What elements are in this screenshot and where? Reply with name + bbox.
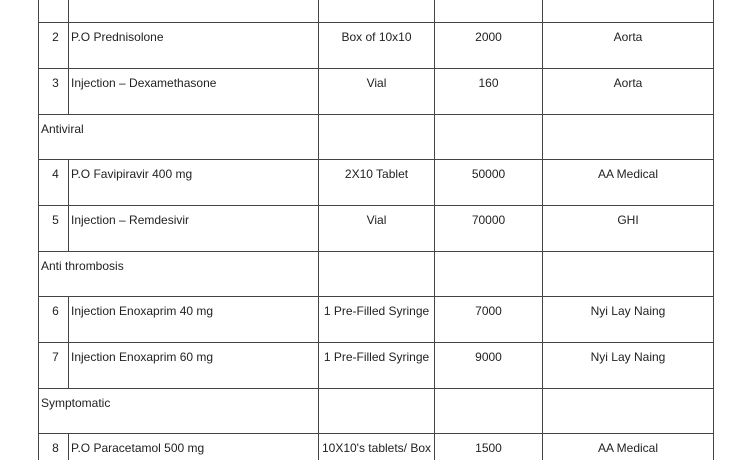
package-cell	[319, 160, 435, 206]
price-cell-text: 2000	[475, 30, 502, 44]
package-cell-text: Box of 10x10	[341, 30, 412, 44]
price-cell	[435, 206, 543, 252]
empty-cell	[543, 389, 714, 434]
price-cell	[435, 343, 543, 389]
table-row	[39, 206, 714, 252]
supplier-cell	[543, 160, 714, 206]
medicine-name-text: P.O Paracetamol 500 mg	[71, 441, 205, 455]
row-number	[39, 0, 69, 23]
supplier-cell	[543, 206, 714, 252]
price-cell-text: 1500	[475, 441, 502, 455]
category-label	[39, 115, 319, 160]
package-cell-text: 1 Pre-Filled Syringe	[323, 304, 430, 318]
category-label	[39, 252, 319, 297]
price-cell-text: 50000	[471, 167, 506, 181]
medicine-name-text: P.O Favipiravir 400 mg	[71, 167, 193, 181]
table-row	[39, 0, 714, 23]
row-number	[39, 160, 69, 206]
package-cell-text: 10X10's tablets/ Box	[321, 441, 432, 455]
empty-cell	[319, 115, 435, 160]
empty-cell	[435, 252, 543, 297]
empty-cell	[319, 389, 435, 434]
empty-cell	[319, 252, 435, 297]
supplier-cell	[543, 69, 714, 115]
medicine-name-text: P.O Prednisolone	[71, 30, 164, 44]
medicine-name	[69, 69, 319, 115]
medicine-table-body	[39, 0, 714, 460]
package-cell-text: Vial	[366, 213, 387, 227]
row-number-text: 3	[52, 76, 59, 90]
supplier-cell-text: AA Medical	[597, 167, 659, 181]
price-cell	[435, 434, 543, 460]
row-number	[39, 434, 69, 460]
row-number	[39, 297, 69, 343]
category-label-text: Anti thrombosis	[41, 259, 124, 273]
price-cell-text: 160	[478, 76, 499, 90]
supplier-cell-text: Nyi Lay Naing	[590, 350, 666, 364]
package-cell-text: 1 Pre-Filled Syringe	[323, 350, 430, 364]
supplier-cell-text: Nyi Lay Naing	[590, 304, 666, 318]
price-cell-text: 70000	[471, 213, 506, 227]
table-row	[39, 69, 714, 115]
table-row	[39, 160, 714, 206]
row-number	[39, 69, 69, 115]
category-row	[39, 252, 714, 297]
medicine-name	[69, 297, 319, 343]
supplier-cell-text: Aorta	[613, 76, 643, 90]
empty-cell	[543, 252, 714, 297]
package-cell	[319, 23, 435, 69]
medicine-name	[69, 434, 319, 460]
category-row	[39, 389, 714, 434]
package-cell	[319, 297, 435, 343]
price-cell-text: 7000	[475, 304, 502, 318]
supplier-cell	[543, 343, 714, 389]
price-cell	[435, 0, 543, 23]
empty-cell	[543, 115, 714, 160]
table-row	[39, 434, 714, 460]
row-number-text: 4	[52, 167, 59, 181]
table-row	[39, 23, 714, 69]
medicine-name-text: Injection Enoxaprim 60 mg	[71, 350, 214, 364]
package-cell-text: Vial	[366, 76, 387, 90]
row-number-text: 8	[52, 441, 59, 455]
empty-cell	[435, 115, 543, 160]
supplier-cell	[543, 434, 714, 460]
category-label-text: Symptomatic	[41, 396, 111, 410]
row-number-text: 6	[52, 304, 59, 318]
medicine-name	[69, 206, 319, 252]
medicine-name-text: Injection – Remdesivir	[71, 213, 190, 227]
row-number	[39, 206, 69, 252]
price-cell-text: 9000	[475, 350, 502, 364]
supplier-cell-text: GHI	[617, 213, 639, 227]
category-label	[39, 389, 319, 434]
empty-cell	[435, 389, 543, 434]
row-number-text: 2	[52, 30, 59, 44]
package-cell	[319, 343, 435, 389]
medicine-name	[69, 23, 319, 69]
row-number	[39, 23, 69, 69]
price-cell	[435, 160, 543, 206]
medicine-name-text: Injection Enoxaprim 40 mg	[71, 304, 214, 318]
package-cell	[319, 0, 435, 23]
row-number	[39, 343, 69, 389]
row-number-text: 7	[52, 350, 59, 364]
category-row	[39, 115, 714, 160]
medicine-name	[69, 0, 319, 23]
row-number-text: 5	[52, 213, 59, 227]
medicine-name-text: Injection – Dexamethasone	[71, 76, 217, 90]
medicine-name	[69, 160, 319, 206]
package-cell	[319, 206, 435, 252]
medicine-table	[38, 0, 714, 460]
package-cell	[319, 69, 435, 115]
price-cell	[435, 297, 543, 343]
table-row	[39, 343, 714, 389]
package-cell-text: 2X10 Tablet	[344, 167, 409, 181]
category-label-text: Antiviral	[41, 122, 84, 136]
supplier-cell	[543, 0, 714, 23]
supplier-cell	[543, 23, 714, 69]
supplier-cell	[543, 297, 714, 343]
price-cell	[435, 69, 543, 115]
supplier-cell-text: Aorta	[613, 30, 643, 44]
medicine-name	[69, 343, 319, 389]
table-row	[39, 297, 714, 343]
supplier-cell-text: AA Medical	[597, 441, 659, 455]
package-cell	[319, 434, 435, 460]
price-cell	[435, 23, 543, 69]
